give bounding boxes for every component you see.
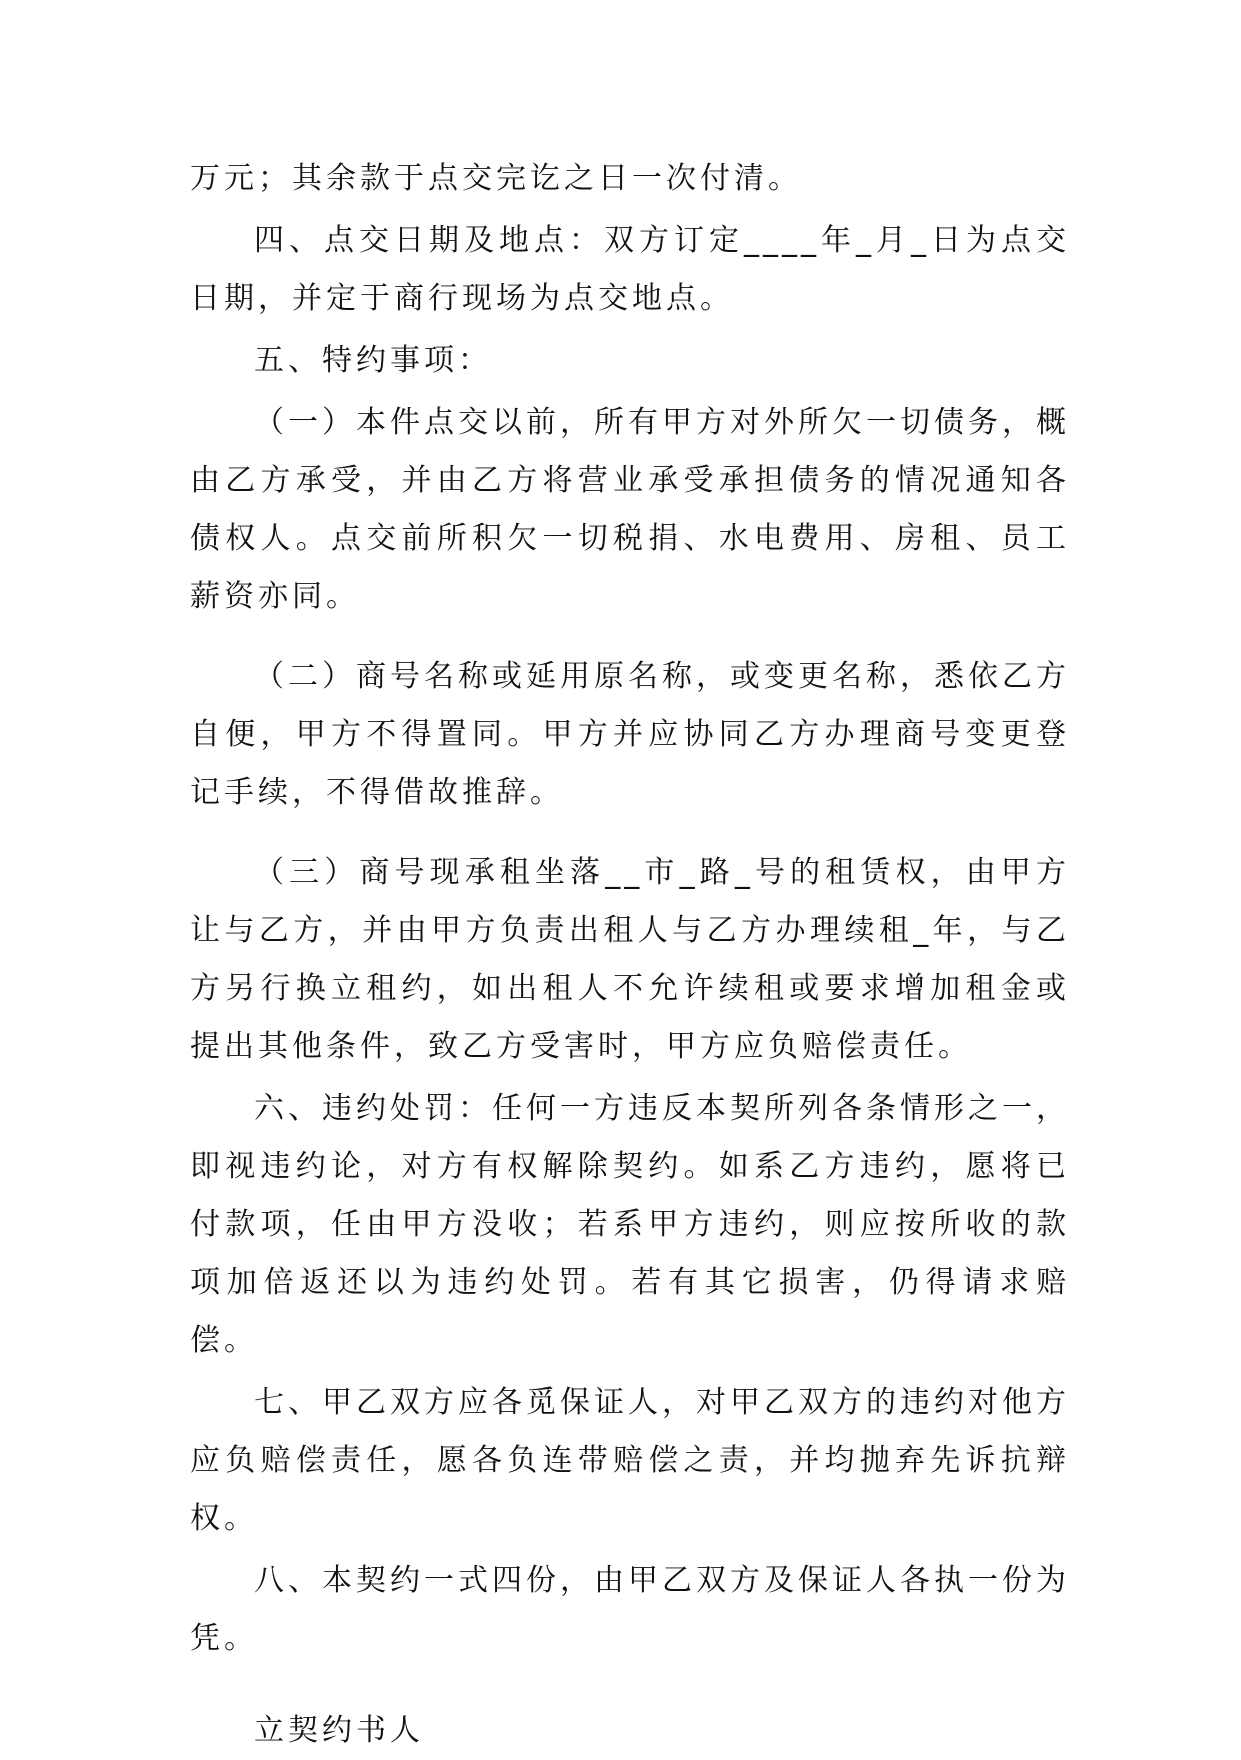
paragraph-clause-5-2-trade-name: （二）商号名称或延用原名称，或变更名称，悉依乙方自便，甲方不得置同。甲方并应协同乙方办理商号变更登记手续，不得借故推辞。 (190, 659, 1070, 810)
paragraph-clause-4-handover-date: 四、点交日期及地点：双方订定____年_月_日为点交日期，并定于商行现场为点交地点。 (190, 223, 1070, 316)
paragraph-clause-5-special-terms: 五、特约事项： (254, 343, 492, 378)
paragraph-clause-6-breach-penalty: 六、违约处罚：任何一方违反本契所列各条情形之一，即视违约论，对方有权解除契约。如系乙方违约，愿将已付款项，任由甲方没收；若系甲方违约，则应按所收的款项加倍返还以为违约处罚。若有其它损害，仍得请求赔偿。 (190, 1091, 1070, 1358)
paragraph-clause-5-1-debts: （一）本件点交以前，所有甲方对外所欠一切债务，概由乙方承受，并由乙方将营业承受承担债务的情况通知各债权人。点交前所积欠一切税捐、水电费用、房租、员工薪资亦同。 (190, 405, 1070, 614)
signatory-label: 立契约书人 (254, 1713, 424, 1748)
document-body (190, 150, 1070, 1760)
paragraph-clause-8-copies: 八、本契约一式四份，由甲乙双方及保证人各执一份为凭。 (190, 1563, 1070, 1656)
paragraph-clause-5-3-lease: （三）商号现承租坐落__市_路_号的租赁权，由甲方让与乙方，并由甲方负责出租人与乙方办理续租_年，与乙方另行换立租约，如出租人不允许续租或要求增加租金或提出其他条件，致乙方受害时，甲方应负赔偿责任。 (190, 855, 1070, 1064)
paragraph-clause-7-guarantors: 七、甲乙双方应各觅保证人，对甲乙双方的违约对他方应负赔偿责任，愿各负连带赔偿之责，并均抛弃先诉抗辩权。 (190, 1385, 1070, 1536)
paragraph-payment-balance: 万元；其余款于点交完讫之日一次付清。 (190, 161, 802, 196)
